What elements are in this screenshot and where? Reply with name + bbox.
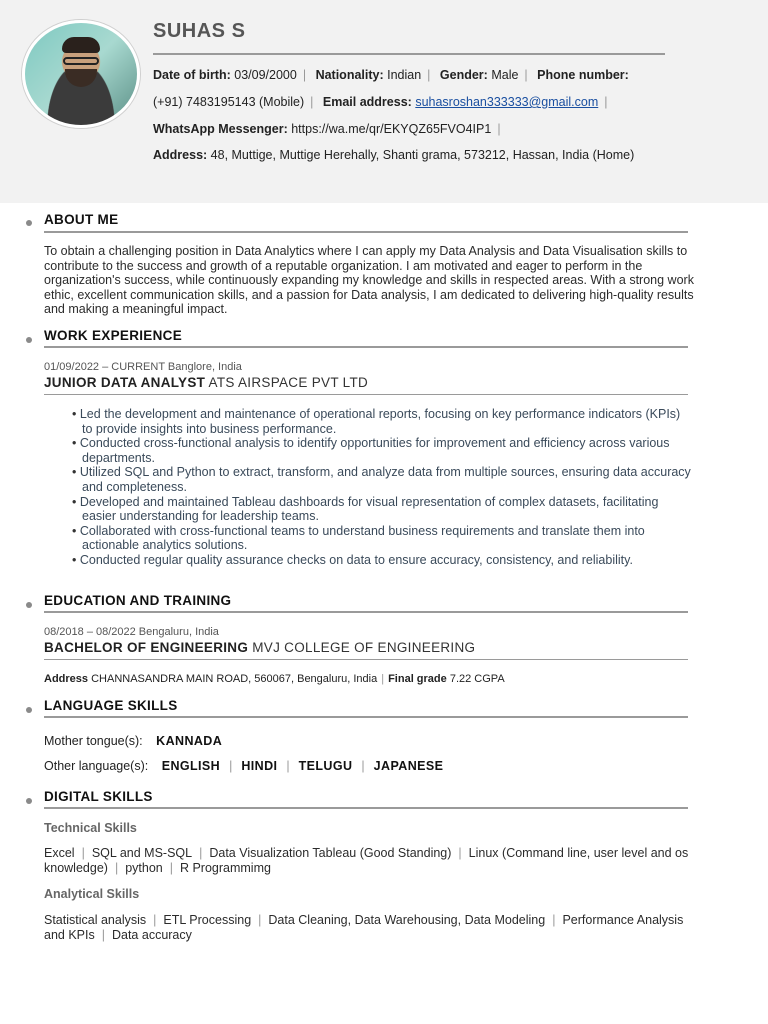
- photo-glasses: [63, 57, 99, 65]
- work-bullet-item: • Led the development and maintenance of operational reports, focusing on key performance indicators (KPIs) to provide insights into business performance.: [62, 407, 692, 436]
- section-divider: [44, 611, 688, 613]
- phone-label: Phone number:: [537, 68, 629, 82]
- skill-item: Performance Analysis and KPIs: [44, 913, 684, 942]
- language-item: TELUGU: [298, 759, 353, 773]
- candidate-name: SUHAS S: [153, 20, 246, 42]
- skill-item: Data Visualization Tableau (Good Standing): [209, 846, 452, 860]
- gender-label: Gender:: [439, 68, 488, 82]
- section-divider: [44, 807, 688, 809]
- about-text: To obtain a challenging position in Data Analytics where I can apply my Data Analysis and Data Visualisation skills to contribute to the success and growth of a reputable organization. I am motivated and eager to perform in the organization's success, while continuously expanding my knowledge and skills in respected areas. With a strong work ethic, excellent communication skills, and a passion for Data analysis, I am dedicated to delivering high-quality results and making a meaningful impact.: [44, 244, 694, 317]
- job-title-line: [44, 375, 368, 390]
- profile-photo: [22, 20, 140, 128]
- nationality-label: Nationality:: [315, 68, 384, 82]
- work-bullet-item: • Collaborated with cross-functional teams to understand business requirements and translate them into actionable analytics solutions.: [62, 524, 692, 553]
- skill-item: Excel: [44, 846, 75, 860]
- dob-label: Date of birth:: [153, 68, 231, 82]
- analytical-skills-heading: Analytical Skills: [44, 887, 140, 901]
- analytical-skills-list: Statistical analysis | ETL Processing | Data Cleaning, Data Warehousing, Data Modeling | Performance Analysis and KPIs | Data accuracy: [44, 913, 684, 942]
- mother-tongue-label: Mother tongue(s):: [44, 734, 143, 748]
- section-marker: [26, 602, 32, 608]
- work-bullet-list: [62, 407, 692, 568]
- other-languages-row: Other language(s): ENGLISH | HINDI | TELUGU | JAPANESE: [44, 759, 444, 773]
- personal-info-line-2: (+91) 7483195143 (Mobile) | Email address: suhasroshan333333@gmail.com |: [153, 95, 608, 109]
- language-item: JAPANESE: [373, 759, 444, 773]
- work-meta: 01/09/2022 – CURRENT Banglore, India: [44, 361, 242, 373]
- language-item: ENGLISH: [161, 759, 221, 773]
- degree-divider: [44, 659, 688, 660]
- job-role: JUNIOR DATA ANALYST: [44, 375, 206, 390]
- section-divider: [44, 346, 688, 348]
- section-marker: [26, 337, 32, 343]
- section-title-languages: LANGUAGE SKILLS: [44, 698, 178, 713]
- other-languages-label: Other language(s):: [44, 759, 149, 773]
- skill-item: Linux (Command line, user level and os knowledge): [44, 846, 689, 875]
- skill-item: Statistical analysis: [44, 913, 147, 927]
- address-label: Address:: [153, 148, 208, 162]
- section-title-digital: DIGITAL SKILLS: [44, 789, 153, 804]
- grade-label: Final grade: [388, 673, 447, 685]
- section-divider: [44, 231, 688, 233]
- technical-skills-heading: Technical Skills: [44, 821, 137, 835]
- section-title-work: WORK EXPERIENCE: [44, 328, 183, 343]
- photo-beard: [65, 69, 97, 87]
- work-bullet-item: • Developed and maintained Tableau dashboards for visual representation of complex datasets, facilitating easier understanding for leadership teams.: [62, 495, 692, 524]
- section-marker: [26, 220, 32, 226]
- gender-value: Male: [491, 68, 519, 82]
- education-details: Address CHANNASANDRA MAIN ROAD, 560067, Bengaluru, India | Final grade 7.22 CGPA: [44, 673, 505, 685]
- section-marker: [26, 798, 32, 804]
- degree-name: BACHELOR OF ENGINEERING: [44, 640, 249, 655]
- skill-item: Data Cleaning, Data Warehousing, Data Modeling: [268, 913, 546, 927]
- work-bullet-item: • Conducted regular quality assurance checks on data to ensure accuracy, consistency, and reliability.: [62, 553, 692, 568]
- name-divider: [153, 53, 665, 55]
- work-bullet-item: • Utilized SQL and Python to extract, transform, and analyze data from multiple sources, ensuring data accuracy and completeness.: [62, 465, 692, 494]
- skill-item: Data accuracy: [111, 928, 192, 942]
- personal-info-line-1: Date of birth: 03/09/2000 | Nationality: Indian | Gender: Male | Phone number:: [153, 68, 629, 82]
- skill-item: python: [125, 861, 163, 875]
- edu-address-value: CHANNASANDRA MAIN ROAD, 560067, Bengaluru, India: [91, 673, 378, 685]
- email-link[interactable]: suhasroshan333333@gmail.com: [415, 95, 599, 109]
- language-item: HINDI: [241, 759, 278, 773]
- degree-line: [44, 640, 475, 655]
- header-panel: [0, 0, 768, 203]
- section-divider: [44, 716, 688, 718]
- dob-value: 03/09/2000: [234, 68, 297, 82]
- job-company: ATS AIRSPACE PVT LTD: [208, 375, 369, 390]
- skill-item: ETL Processing: [163, 913, 252, 927]
- grade-value: 7.22 CGPA: [449, 673, 505, 685]
- section-title-about: ABOUT ME: [44, 212, 119, 227]
- mother-tongue-row: [44, 734, 222, 748]
- work-bullet-item: • Conducted cross-functional analysis to identify opportunities for improvement and efficiency across various departments.: [62, 436, 692, 465]
- edu-address-label: Address: [44, 673, 89, 685]
- address-value: 48, Muttige, Muttige Herehally, Shanti grama, 573212, Hassan, India (Home): [210, 148, 635, 162]
- email-label: Email address:: [322, 95, 412, 109]
- skill-item: SQL and MS-SQL: [91, 846, 193, 860]
- photo-hair: [62, 37, 100, 53]
- college-name: MVJ COLLEGE OF ENGINEERING: [252, 640, 476, 655]
- address-block: [153, 149, 673, 162]
- education-meta: 08/2018 – 08/2022 Bengaluru, India: [44, 626, 219, 638]
- phone-value: (+91) 7483195143 (Mobile): [153, 95, 305, 109]
- section-marker: [26, 707, 32, 713]
- whatsapp-label: WhatsApp Messenger:: [153, 122, 288, 136]
- skill-item: R Programmimg: [179, 861, 271, 875]
- job-divider: [44, 394, 688, 395]
- mother-tongue-value: KANNADA: [156, 734, 223, 748]
- technical-skills-list: Excel | SQL and MS-SQL | Data Visualization Tableau (Good Standing) | Linux (Command line, user level and os knowledge) | python | R Programmimg: [44, 846, 689, 875]
- section-title-education: EDUCATION AND TRAINING: [44, 593, 232, 608]
- nationality-value: Indian: [387, 68, 422, 82]
- whatsapp-link[interactable]: https://wa.me/qr/EKYQZ65FVO4IP1: [291, 122, 492, 136]
- personal-info-line-3: WhatsApp Messenger: https://wa.me/qr/EKYQZ65FVO4IP1 |: [153, 122, 501, 136]
